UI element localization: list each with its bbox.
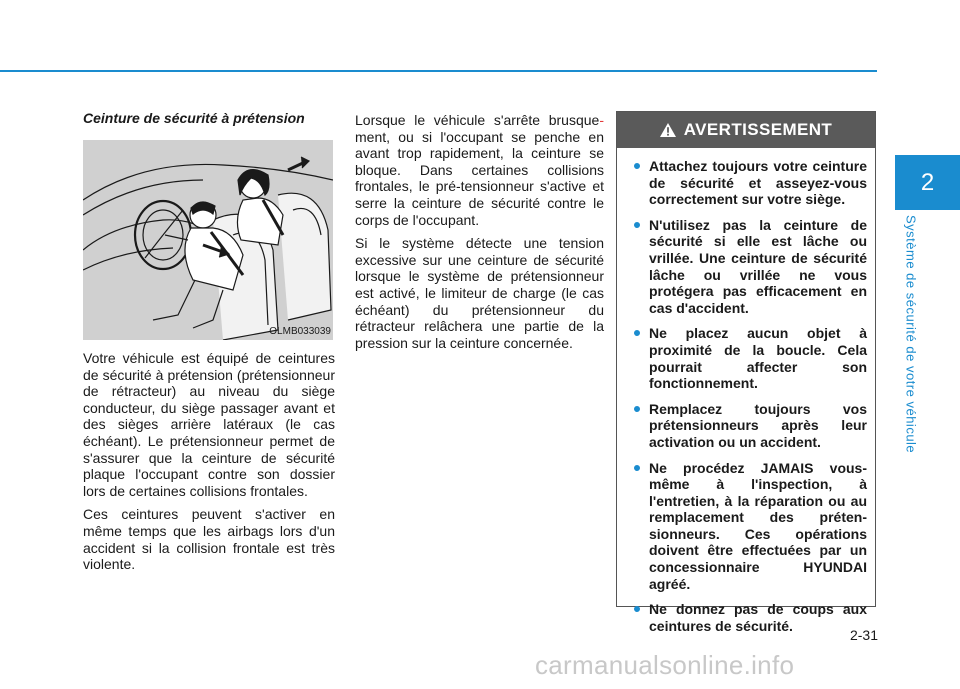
warning-item [631,217,867,317]
chapter-tab [895,155,960,210]
pretensioner-illustration [83,140,333,340]
warning-item [631,325,867,391]
warning-list [617,148,875,634]
bullet-dot [634,163,640,169]
warning-header [617,112,875,148]
bullet-dot [634,222,640,228]
warning-box [616,111,876,634]
paragraph: Ces ceintures peuvent s'activer en même temps que les airbags lors d'un accident si la collision frontale est très violente. [83,506,335,573]
warning-item-text: Ne donnez pas de coups aux ceintures de sécurité. [649,601,867,634]
paragraph: Si le système détecte une tension excessive sur une ceinture de sécurité lorsque le système de prétensionneur est activé, le limiteur de charge (le cas échéant) du prétensionneur du rétracteur relâchera une partie de la pression sur la ceinture concernée. [355,235,604,351]
car-interior-drawing [83,140,333,340]
paragraph: Votre véhicule est équipé de ceintures de sécurité à prétension (prétensionneur de rétracteur) au niveau du siège conducteur, du siège passager avant et des sièges arrière latéraux (le cas échéant). Le prétensionneur permet de s'assurer que la ceinture de sécurité plaque l'occupant contre son dossier lors de certaines collisions frontales. [83,350,335,499]
warning-item-text: Attachez toujours votre ceinture de sécurité et asseyez-vous correctement sur votre siège. [649,158,867,208]
figure-code: OLMB033039 [269,326,331,337]
watermark: carmanualsonline.info [535,650,795,680]
warning-triangle-icon [660,123,676,137]
warning-item-text: Ne placez aucun objet à proximité de la boucle. Cela pourrait affecter son fonctionnement. [649,325,867,392]
paragraph-rest: ment, ou si l'occupant se penche en avant trop rapidement, la ceinture se bloque. Dans certaines collisions frontales, le pré-tensionneur s'active et serre la ceinture de sécurité contre le corps de l'occupant. [355,128,604,228]
middle-column [355,112,604,351]
warning-item-text: Remplacez toujours vos prétensionneurs après leur activation ou un accident. [649,400,867,450]
section-title: Ceinture de sécurité à prétension [83,110,305,126]
header-rule [0,70,877,72]
bullet-dot [634,330,640,336]
warning-item [631,460,867,593]
warning-item-text: Ne procédez JAMAIS vous-même à l'inspection, à l'entretien, à la réparation ou au remplacement des préten-sionneurs. Ces opérations doivent être effectuées par un concessionnaire HYUNDAI agréé. [649,459,867,592]
warning-item [631,158,867,208]
page-number: 2-31 [849,627,878,643]
chapter-number: 2 [920,168,935,196]
bullet-dot [634,465,640,471]
warning-title: AVERTISSEMENT [683,120,833,139]
bullet-dot [634,406,640,412]
chapter-side-label: Système de sécurité de votre véhicule [903,215,919,454]
red-hyphen: - [599,112,604,128]
warning-item [631,401,867,451]
bullet-dot [634,606,640,612]
paragraph-start: Lorsque le véhicule s'arrête brusque [355,112,600,128]
warning-item-text: N'utilisez pas la ceinture de sécurité si elle est lâche ou vrillée. Une ceinture de sécurité lâche ou vrillée ne vous protégera pas efficacement en cas d'accident. [649,216,867,316]
left-column [83,110,335,573]
paragraph [355,112,604,228]
